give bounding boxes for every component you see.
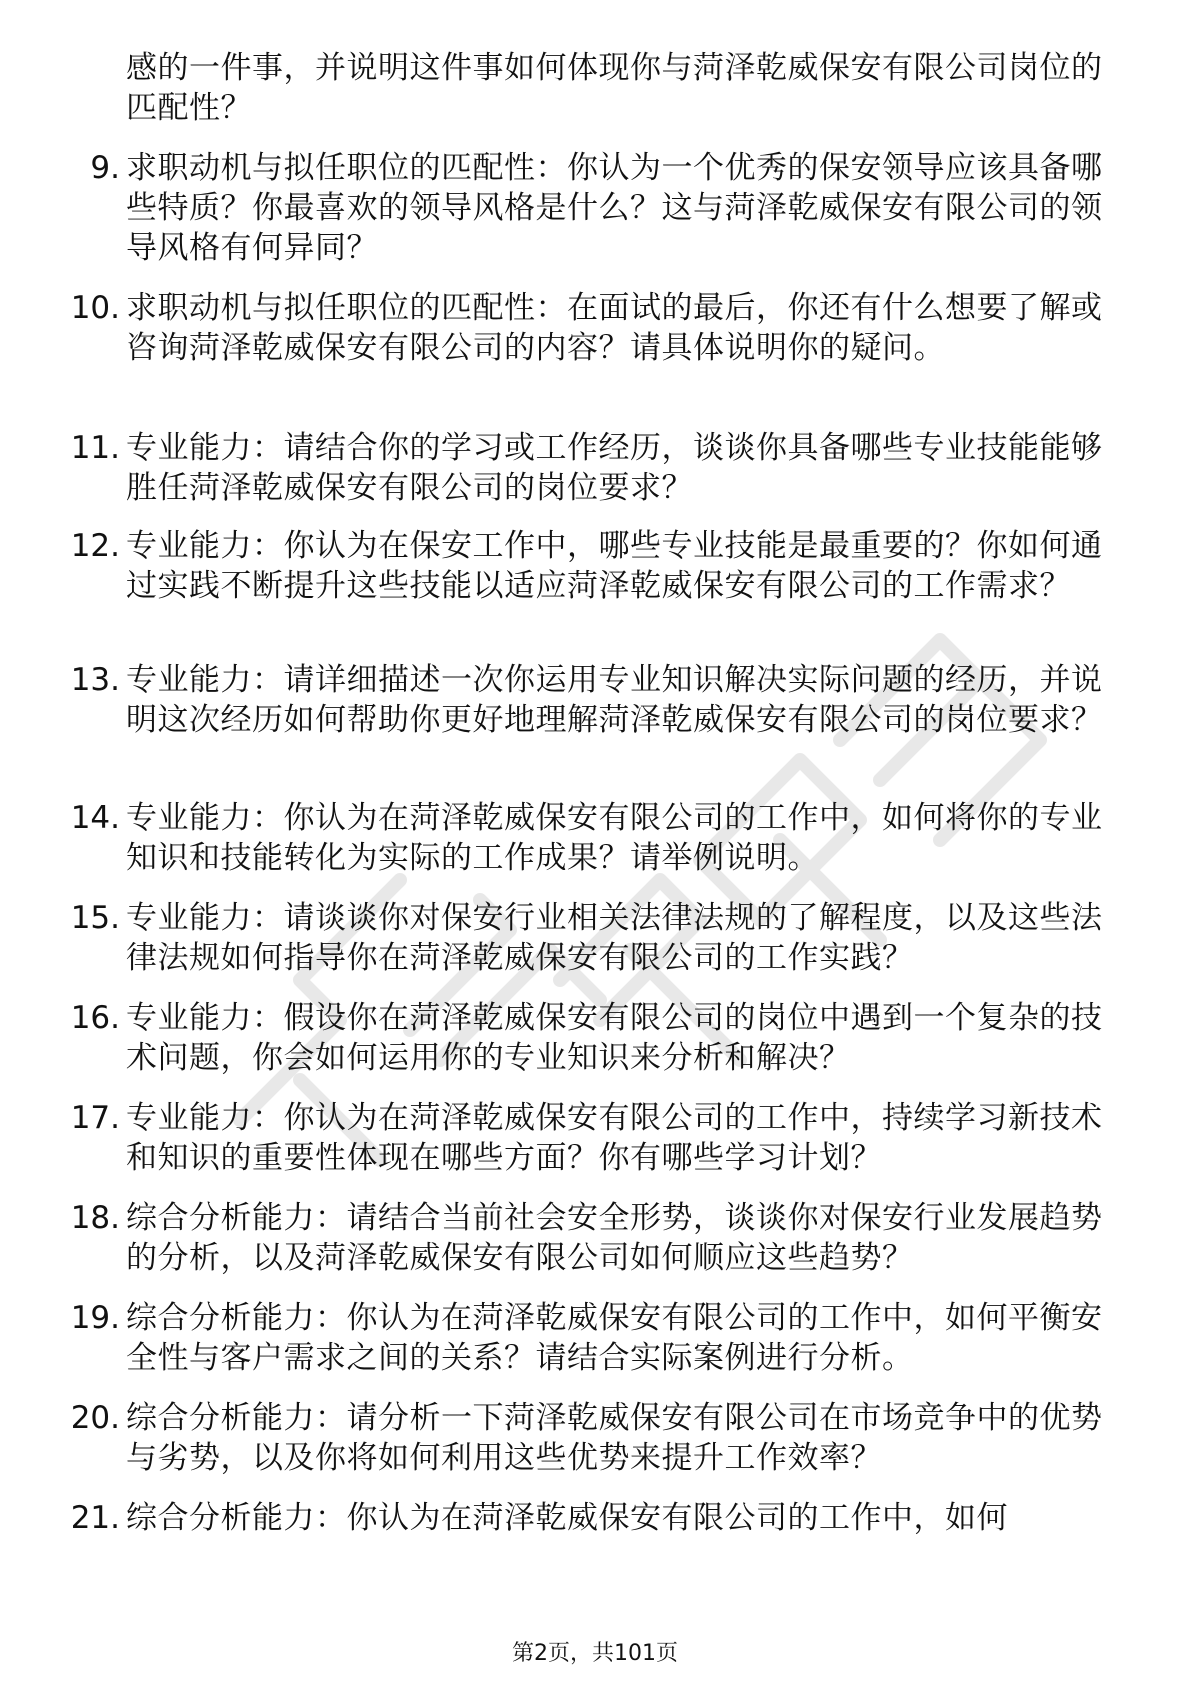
item-number: 19.	[70, 1300, 120, 1336]
item-number: 17.	[70, 1100, 120, 1136]
item-number: 14.	[70, 800, 120, 836]
item-number: 21.	[70, 1500, 120, 1536]
item-text: 专业能力：你认为在菏泽乾威保安有限公司的工作中，持续学习新技术和知识的重要性体现在哪些方面？你有哪些学习计划？	[126, 1100, 1103, 1176]
item-number: 16.	[70, 1000, 120, 1036]
item-number: 9.	[90, 150, 120, 186]
item-text: 综合分析能力：请分析一下菏泽乾威保安有限公司在市场竞争中的优势与劣势，以及你将如何利用这些优势来提升工作效率？	[126, 1400, 1103, 1476]
continued-question-text: 感的一件事，并说明这件事如何体现你与菏泽乾威保安有限公司岗位的匹配性？	[126, 50, 1103, 126]
item-text: 求职动机与拟任职位的匹配性：在面试的最后，你还有什么想要了解或咨询菏泽乾威保安有限公司的内容？请具体说明你的疑问。	[126, 290, 1103, 366]
page-footer: 第2页，共101页	[512, 1641, 678, 1666]
item-number: 10.	[70, 290, 120, 326]
item-text: 综合分析能力：请结合当前社会安全形势，谈谈你对保安行业发展趋势的分析，以及菏泽乾威保安有限公司如何顺应这些趋势？	[126, 1200, 1103, 1276]
item-number: 11.	[70, 430, 120, 466]
item-number: 20.	[70, 1400, 120, 1436]
item-text: 专业能力：请谈谈你对保安行业相关法律法规的了解程度，以及这些法律法规如何指导你在菏泽乾威保安有限公司的工作实践？	[126, 900, 1103, 976]
item-number: 12.	[70, 528, 120, 564]
item-text: 求职动机与拟任职位的匹配性：你认为一个优秀的保安领导应该具备哪些特质？你最喜欢的领导风格是什么？这与菏泽乾威保安有限公司的领导风格有何异同？	[126, 150, 1103, 266]
item-number: 15.	[70, 900, 120, 936]
item-number: 13.	[70, 662, 120, 698]
item-text: 综合分析能力：你认为在菏泽乾威保安有限公司的工作中，如何平衡安全性与客户需求之间的关系？请结合实际案例进行分析。	[126, 1300, 1103, 1376]
item-text: 综合分析能力：你认为在菏泽乾威保安有限公司的工作中，如何	[126, 1500, 1008, 1536]
item-text: 专业能力：假设你在菏泽乾威保安有限公司的岗位中遇到一个复杂的技术问题，你会如何运用你的专业知识来分析和解决？	[126, 1000, 1103, 1076]
item-text: 专业能力：你认为在菏泽乾威保安有限公司的工作中，如何将你的专业知识和技能转化为实际的工作成果？请举例说明。	[126, 800, 1103, 876]
item-number: 18.	[70, 1200, 120, 1236]
item-text: 专业能力：请结合你的学习或工作经历，谈谈你具备哪些专业技能能够胜任菏泽乾威保安有限公司的岗位要求？	[126, 430, 1103, 506]
item-text: 专业能力：你认为在保安工作中，哪些专业技能是最重要的？你如何通过实践不断提升这些技能以适应菏泽乾威保安有限公司的工作需求？	[126, 528, 1103, 604]
item-text: 专业能力：请详细描述一次你运用专业知识解决实际问题的经历，并说明这次经历如何帮助你更好地理解菏泽乾威保安有限公司的岗位要求？	[126, 662, 1103, 738]
